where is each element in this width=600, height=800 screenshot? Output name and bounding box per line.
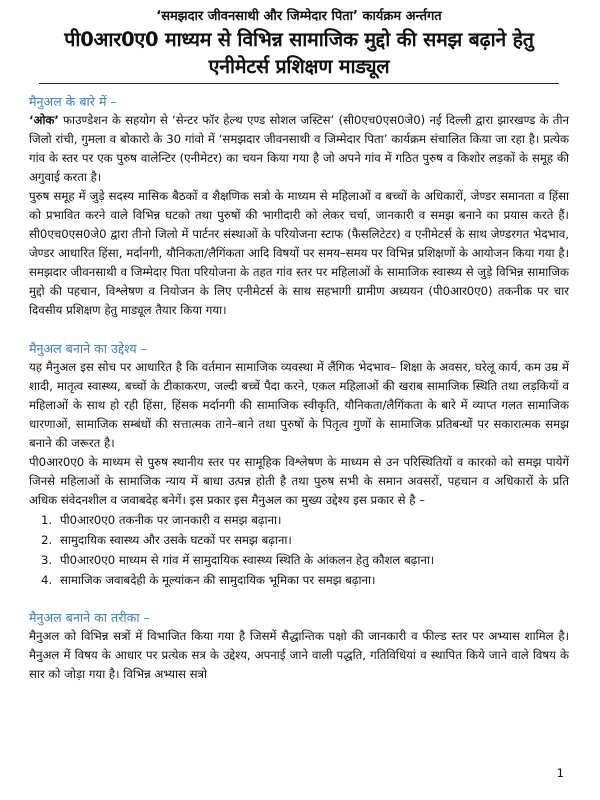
document-title-line-1: पी0आर0ए0 माध्यम से विभिन्न सामाजिक मुद्दो की समझ बढ़ाने हेतु [64, 28, 534, 51]
document-page [29, 8, 569, 684]
method-paragraph-1: मैनुअल को विभिन्न सत्रों में विभाजित किया गया है जिसमें सैद्धान्तिक पक्षो की जानकारी व फील्ड स्तर पर अभ्यास शामिल है। मैनुअल में विषय के आधार पर प्रत्येक सत्र के उद्देश्य, अपनाई जाने वाली पद्धति, गतिविधियां व स्थापित किये जाने वाले विषय के सार को जोड़ा गया है। विभिन्न अभ्यास सत्रो [29, 628, 569, 681]
section-purpose [29, 339, 569, 590]
program-subtitle: ‘समझदार जीवनसाथी और जिम्मेदार पिता’ कार्यक्रम अर्न्तगत [156, 9, 442, 24]
section-heading-method: मैनुअल बनाने का तरीका – [29, 609, 150, 625]
list-item [41, 570, 569, 590]
section-method [29, 608, 569, 684]
list-item [41, 510, 569, 530]
purpose-paragraph-1: यह मैनुअल इस सोच पर आधारित है कि वर्तमान सामाजिक व्यवस्था में लैंगिक भेदभाव– शिक्षा के अवसर, घरेलू कार्य, कम उम्र में शादी, मातृत्व स्वास्थ्य, बच्चों के टीकाकरण, जल्दी बच्चें पैदा करने, एकल महिलाओं की खराब सामाजिक स्थिति तथा लड़कियों व महिलाओं के साथ हो रही हिंसा, हिंसक मर्दानगी की सामाजिक स्वीकृति, यौनिकता/लैगिंकता के बारे में व्याप्त गलत सामाजिक धारणाओं, सामाजिक सम्बंधों की सत्तात्मक ताने–बाने तथा पुरुषों के पितृत्व गुणों के सामाजिक प्रतिबन्धों पर सकारात्मक समझ बनाने की जरूरत है। [29, 359, 569, 450]
about-paragraph-1-text: फाउण्डेशन के सहयोग से ‘सेन्टर फॉर हेल्थ एण्ड सोशल जस्टिस’ (सी0एच0एस0जे0) नई दिल्ली द्वारा झारखण्ड के तीन जिलो रांची, गुमला व बोकारो के 30 गांवो में ‘समझदार जीवनसाथी व जिम्मेदार पिता’ कार्यक्रम संचालित किया जा रहा है। प्रत्येक गांव के स्तर पर एक पुरुष वालेन्टिर (एनीमेटर) का चयन किया गया है जो अपने गांव में गठित पुरुष व किशोर लड़कों के समूह की अगुवाई करता है। [29, 113, 569, 185]
list-item-number: 2. [41, 532, 53, 547]
list-item-text: सामुदायिक स्वास्थ्य और उसके घटकों पर समझ बढ़ाना। [60, 532, 292, 547]
title-divider [39, 83, 559, 84]
section-heading-purpose: मैनुअल बनाने का उद्देश्य – [29, 340, 148, 356]
list-item [41, 530, 569, 550]
document-title-line-2: एनीमेटर्स प्रशिक्षण माड्यूल [208, 55, 390, 78]
section-about [29, 92, 569, 321]
list-item-text: पी0आर0ए0 माध्यम से गांव में सामुदायिक स्वास्थ्य स्थिति के आंकलन हेतु कौशल बढ़ाना। [60, 552, 435, 567]
list-item-number: 3. [41, 552, 53, 567]
purpose-paragraph-2: पी0आर0ए0 के माध्यम से पुरुष स्थानीय स्तर पर सामूहिक विश्लेषण के माध्यम से उन परिस्थितियों व कारको को समझ पायेगें जिनसे महिलाओं के सामाजिक न्याय में बाधा उत्पन्न होती है तथा पुरुष सभी के समान अवसरों, पहचान व अधिकारों के प्रति अधिक संवेदनशील व जवाबदेह बनेगें। इस प्रकार इस मैनुअल का मुख्य उद्देश्य इस प्रकार से है – [29, 454, 569, 507]
list-item-text: पी0आर0ए0 तकनीक पर जानकारी व समझ बढ़ाना। [60, 512, 282, 527]
about-paragraph-2: पुरुष समूह में जुड़े सदस्य मासिक बैठकों व शैक्षणिक सत्रो के माध्यम से महिलाओं व बच्चों के अधिकारों, जेण्डर समानता व हिंसा को प्रभावित करने वाले विभिन्न घटको तथा पुरुषों की भागीदारी को लेकर चर्चा, जानकारी व समझ बनाने का प्रयास करते हैं। सी0एच0एस0जे0 द्वारा तीनो जिलो में पार्टनर संस्थाओं के परियोजना स्टाफ (फैसलिटेटर) व एनीमेटर्स के साथ जेण्डरगत भेदभाव, जेण्डर आधारित हिंसा, मर्दानगी, यौनिकता/लैगिंकता आदि विषयों पर समय–समय पर विभिन्न प्रशिक्षणों के आयोजन किया गया है। समझदार जीवनसाथी व जिम्मेदार पिता परियोजना के तहत गांव स्तर पर महिलाओं के सामाजिक स्वास्थ्य से जुड़े विभिन्न सामाजिक मुद्दो की पहचान, विश्लेषण व नियोजन के लिए एनीमेटर्स के साथ सहभागी ग्रामीण अध्ययन (पी0आर0ए0) तकनीक पर चार दिवसीय प्रशिक्षण हेतु माड्यूल तैयार किया गया। [29, 189, 569, 318]
about-paragraph-1 [29, 111, 569, 187]
org-name: ‘ओक’ [29, 113, 59, 127]
list-item-number: 1. [41, 512, 53, 527]
objectives-list [29, 510, 569, 590]
list-item [41, 550, 569, 570]
section-heading-about: मैनुअल के बारे में – [29, 94, 117, 109]
list-item-text: सामाजिक जवाबदेही के मूल्यांकन की सामुदायिक भूमिका पर समझ बढ़ाना। [60, 572, 376, 587]
list-item-number: 4. [41, 572, 53, 587]
page-number: 1 [556, 766, 564, 780]
